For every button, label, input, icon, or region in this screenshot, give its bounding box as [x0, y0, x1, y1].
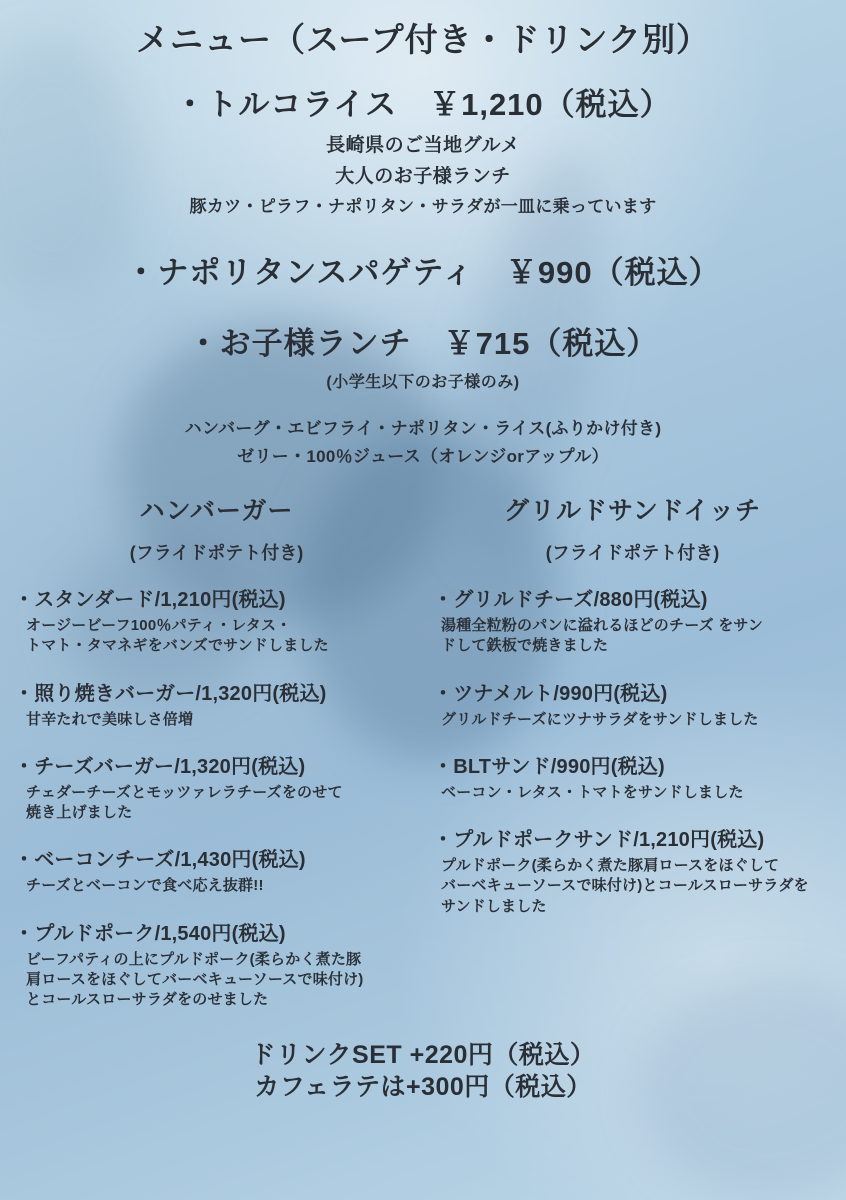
list-item: [14, 750, 419, 824]
sandwich-tuna-melt-desc: グリルドチーズにツナサラダをサンドしました: [441, 710, 759, 728]
drink-set-line: ドリンクSET +220円（税込）: [250, 1041, 596, 1070]
burger-standard-desc: オージービーフ100％パティ・レタス・ トマト・タマネギをバンズでサンドしました: [26, 617, 329, 655]
list-item: [433, 583, 832, 657]
column-sandwich-subtitle: (フライドポテト付き): [545, 543, 720, 563]
menu-columns: [14, 491, 832, 1030]
list-item: [433, 677, 832, 730]
sandwich-pulled-pork-name: ・プルドポークサンド/1,210円(税込): [433, 829, 765, 851]
list-item: [433, 750, 832, 803]
column-hamburger-subtitle: (フライドポテト付き): [129, 543, 304, 563]
cafe-latte-line: カフェラテは+300円（税込）: [254, 1072, 592, 1101]
drink-set-footer: [14, 1040, 832, 1103]
menu-item-kids-lunch: ・お子様ランチ ￥715（税込）: [187, 326, 659, 361]
column-hamburger: [14, 491, 423, 1030]
turkish-rice-desc-1: 長崎県のご当地グルメ: [326, 135, 520, 156]
list-item: [14, 677, 419, 730]
list-item: [14, 917, 419, 1011]
burger-bacon-cheese-name: ・ベーコンチーズ/1,430円(税込): [14, 849, 306, 872]
sandwich-grilled-cheese-name: ・グリルドチーズ/880円(税込): [433, 589, 708, 611]
sandwich-tuna-melt-name: ・ツナメルト/990円(税込): [433, 682, 668, 705]
kids-lunch-detail-1: ハンバーグ・エビフライ・ナポリタン・ライス(ふりかけ付き): [184, 419, 662, 438]
kids-lunch-detail-2: ゼリー・100％ジュース（オレンジorアップル）: [237, 447, 609, 466]
turkish-rice-desc-3: 豚カツ・ピラフ・ナポリタン・サラダが一皿に乗っています: [189, 197, 657, 216]
sandwich-pulled-pork-desc: プルドポーク(柔らかく煮た豚肩ロースをほぐして バーベキューソースで味付け)とコールスローサラダを サンドしました: [441, 857, 809, 915]
burger-teriyaki-name: ・照り焼きバーガー/1,320円(税込): [14, 682, 327, 705]
turkish-rice-desc-2: 大人のお子様ランチ: [335, 166, 511, 187]
column-sandwich-title: グリルドサンドイッチ: [503, 497, 761, 525]
menu-item-napolitan: ・ナポリタンスパゲティ ￥990（税込）: [125, 255, 721, 290]
burger-pulled-pork-name: ・プルドポーク/1,540円(税込): [14, 922, 286, 945]
list-item: [14, 843, 419, 896]
sandwich-blt-desc: ベーコン・レタス・トマトをサンドしました: [441, 783, 744, 801]
burger-bacon-cheese-desc: チーズとベーコンで食べ応え抜群!!: [26, 877, 264, 895]
sandwich-grilled-cheese-desc: 湯種全粒粉のパンに溢れるほどのチーズ をサン ドして鉄板で焼きました: [441, 617, 764, 655]
burger-cheese-desc: チェダーチーズとモッツァレラチーズをのせて 焼き上げました: [26, 783, 343, 821]
burger-pulled-pork-desc: ビーフパティの上にプルドポーク(柔らかく煮た豚 肩ロースをほぐしてバーベキューソースで味付け) とコールスローサラダをのせました: [26, 950, 364, 1008]
kids-lunch-note: (小学生以下のお子様のみ): [326, 374, 520, 391]
burger-standard-name: ・スタンダード/1,210円(税込): [14, 589, 286, 611]
list-item: [14, 583, 419, 657]
column-grilled-sandwich: [423, 491, 832, 1030]
sandwich-blt-name: ・BLTサンド/990円(税込): [433, 755, 665, 778]
menu-title: メニュー（スープ付き・ドリンク別）: [135, 21, 711, 58]
column-hamburger-title: ハンバーガー: [139, 497, 294, 525]
list-item: [433, 823, 832, 917]
burger-teriyaki-desc: 甘辛たれで美味しさ倍増: [26, 710, 194, 728]
burger-cheese-name: ・チーズバーガー/1,320円(税込): [14, 755, 306, 778]
menu-item-turkish-rice: ・トルコライス ￥1,210（税込）: [174, 87, 672, 122]
